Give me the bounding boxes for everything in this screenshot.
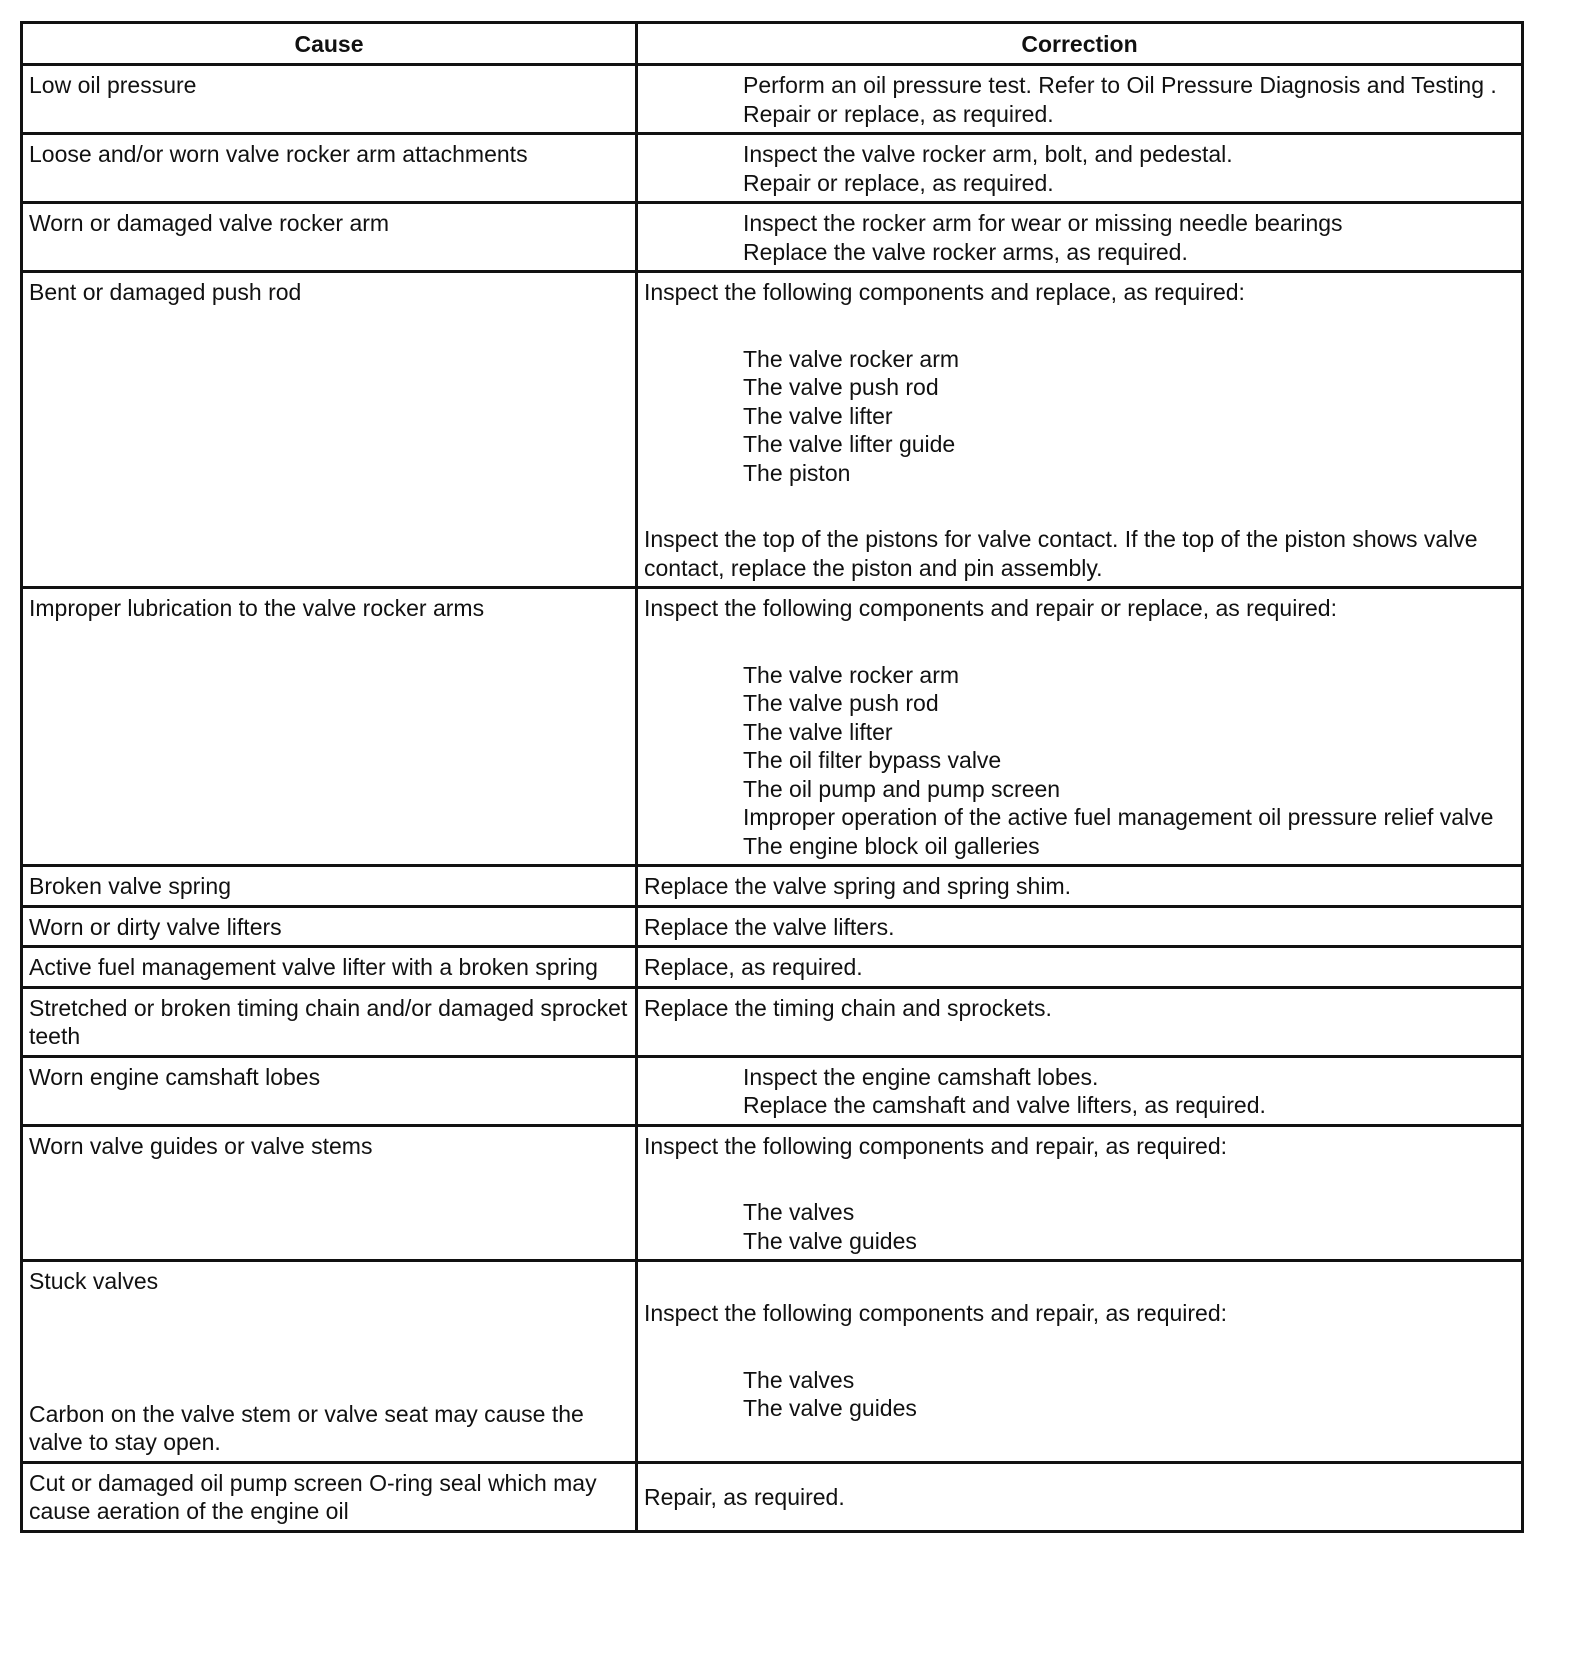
cause-cell: Loose and/or worn valve rocker arm attachments bbox=[22, 134, 637, 203]
component-item: The valve lifter bbox=[743, 402, 893, 429]
component-item: The valve guides bbox=[743, 1395, 917, 1421]
diagnostic-table-page bbox=[20, 21, 1521, 1533]
correction-intro: Inspect the following components and repair, as required: bbox=[644, 1300, 1228, 1326]
correction-cell bbox=[637, 272, 1523, 588]
correction-cell: Replace, as required. bbox=[637, 947, 1523, 988]
cause-cell: Worn engine camshaft lobes bbox=[22, 1056, 637, 1125]
correction-intro: Inspect the following components and repair, as required: bbox=[644, 1132, 1228, 1159]
correction-cell: Replace the valve spring and spring shim. bbox=[637, 866, 1523, 907]
cause-cell: Broken valve spring bbox=[22, 866, 637, 907]
component-item: The valves bbox=[743, 1199, 855, 1225]
component-item: The valve lifter guide bbox=[743, 431, 956, 457]
component-item: The valve rocker arm bbox=[743, 661, 960, 688]
component-item: The valve rocker arm bbox=[743, 345, 960, 372]
correction-outro: Inspect the top of the pistons for valve contact. If the top of the piston shows valve contact, replace the piston and pin assembly. bbox=[644, 526, 1478, 581]
correction-cell bbox=[637, 1125, 1523, 1261]
table-row bbox=[22, 65, 1523, 134]
correction-step: Repair or replace, as required. bbox=[743, 100, 1054, 127]
cause-cell bbox=[22, 1261, 637, 1463]
correction-step: Inspect the valve rocker arm, bolt, and pedestal. bbox=[743, 141, 1233, 167]
correction-cell bbox=[637, 1056, 1523, 1125]
cause-cell: Worn or dirty valve lifters bbox=[22, 906, 637, 947]
table-row bbox=[22, 588, 1523, 866]
table-row bbox=[22, 203, 1523, 272]
cause-cell: Low oil pressure bbox=[22, 65, 637, 134]
cause-cell: Bent or damaged push rod bbox=[22, 272, 637, 588]
cause-cell: Improper lubrication to the valve rocker arms bbox=[22, 588, 637, 866]
table-row bbox=[22, 987, 1523, 1056]
cause-note: Carbon on the valve stem or valve seat may cause the valve to stay open. bbox=[29, 1400, 584, 1455]
correction-step: Inspect the rocker arm for wear or missing needle bearings bbox=[743, 210, 1343, 236]
correction-intro: Inspect the following components and repair or replace, as required: bbox=[644, 595, 1337, 621]
table-row bbox=[22, 1056, 1523, 1125]
table-row bbox=[22, 1462, 1523, 1531]
component-item: The valves bbox=[743, 1366, 855, 1393]
cause-cell: Active fuel management valve lifter with a broken spring bbox=[22, 947, 637, 988]
component-item: The valve lifter bbox=[743, 718, 893, 745]
component-item: The oil filter bypass valve bbox=[743, 747, 1002, 773]
correction-intro: Inspect the following components and replace, as required: bbox=[644, 279, 1245, 305]
table-row bbox=[22, 906, 1523, 947]
correction-cell bbox=[637, 588, 1523, 866]
correction-step: Replace the valve rocker arms, as required. bbox=[743, 238, 1188, 265]
table-row bbox=[22, 866, 1523, 907]
correction-step: Perform an oil pressure test. Refer to Oil Pressure Diagnosis and Testing . bbox=[743, 72, 1497, 98]
table-row bbox=[22, 947, 1523, 988]
component-item: The oil pump and pump screen bbox=[743, 775, 1061, 802]
correction-cell: Replace the valve lifters. bbox=[637, 906, 1523, 947]
cause-cell: Worn valve guides or valve stems bbox=[22, 1125, 637, 1261]
table-row bbox=[22, 1125, 1523, 1261]
table-row bbox=[22, 272, 1523, 588]
header-correction: Correction bbox=[637, 23, 1523, 65]
correction-step: Inspect the engine camshaft lobes. bbox=[743, 1063, 1099, 1090]
cause-title: Stuck valves bbox=[29, 1268, 159, 1294]
table-row bbox=[22, 1261, 1523, 1463]
component-item: The engine block oil galleries bbox=[743, 832, 1040, 859]
diagnostic-table bbox=[20, 21, 1524, 1533]
cause-cell: Cut or damaged oil pump screen O-ring seal which may cause aeration of the engine oil bbox=[22, 1462, 637, 1531]
correction-cell: Replace the timing chain and sprockets. bbox=[637, 987, 1523, 1056]
table-row bbox=[22, 134, 1523, 203]
correction-cell bbox=[637, 65, 1523, 134]
correction-cell bbox=[637, 203, 1523, 272]
correction-cell bbox=[637, 1261, 1523, 1463]
component-item: The valve guides bbox=[743, 1227, 917, 1254]
cause-cell: Stretched or broken timing chain and/or damaged sprocket teeth bbox=[22, 987, 637, 1056]
correction-step: Replace the camshaft and valve lifters, as required. bbox=[743, 1092, 1266, 1118]
component-item: The valve push rod bbox=[743, 374, 939, 400]
header-cause: Cause bbox=[22, 23, 637, 65]
cause-cell: Worn or damaged valve rocker arm bbox=[22, 203, 637, 272]
component-item: The piston bbox=[743, 459, 851, 486]
correction-step: Repair or replace, as required. bbox=[743, 169, 1054, 196]
correction-cell: Repair, as required. bbox=[637, 1462, 1523, 1531]
component-item: The valve push rod bbox=[743, 690, 939, 716]
component-item: Improper operation of the active fuel management oil pressure relief valve bbox=[743, 804, 1494, 830]
table-header-row bbox=[22, 23, 1523, 65]
correction-cell bbox=[637, 134, 1523, 203]
